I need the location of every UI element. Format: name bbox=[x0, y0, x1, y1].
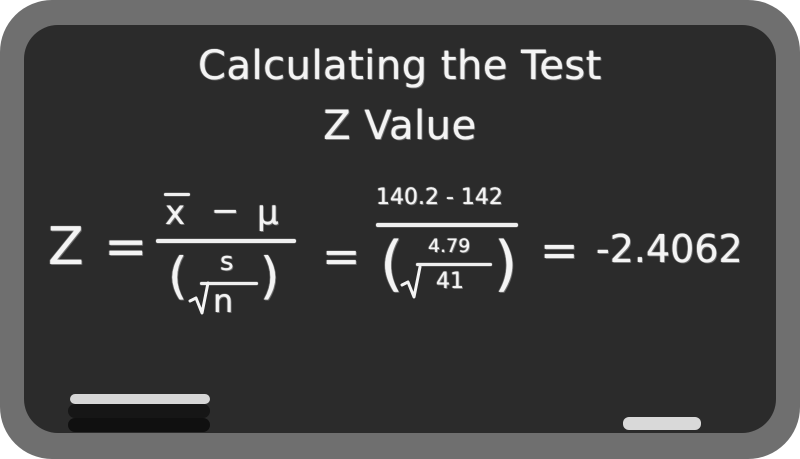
numerator-value: 140.2 - 142 bbox=[376, 185, 503, 210]
paren-open-numeric: ( bbox=[380, 229, 404, 299]
square-root-symbol bbox=[190, 281, 210, 317]
n-symbol: n bbox=[213, 282, 234, 320]
sample-size-value: 41 bbox=[436, 269, 464, 294]
paren-close-numeric: ) bbox=[494, 229, 518, 299]
fraction-bar-numeric bbox=[376, 223, 518, 227]
z-result-value: -2.4062 bbox=[596, 227, 743, 271]
z-symbol: Z bbox=[48, 217, 84, 277]
eraser-stack-bottom bbox=[68, 418, 210, 432]
chalk-stick-right bbox=[623, 417, 701, 430]
mu-symbol: μ bbox=[257, 193, 279, 233]
equals-sign-3: = bbox=[540, 223, 579, 277]
inner-fraction-bar-numeric bbox=[416, 263, 492, 266]
title-line-2: Z Value bbox=[323, 103, 477, 149]
xbar-symbol: x bbox=[165, 193, 186, 233]
equals-sign-2: = bbox=[322, 229, 361, 283]
chalk-stick-left bbox=[70, 394, 210, 404]
eraser-stack-middle bbox=[68, 404, 210, 418]
fraction-bar-symbolic bbox=[156, 239, 296, 243]
paren-open-symbolic: ( bbox=[168, 247, 188, 305]
title-line-1: Calculating the Test bbox=[198, 43, 602, 89]
minus-sign: − bbox=[211, 191, 240, 231]
paren-close-symbolic: ) bbox=[260, 247, 280, 305]
s-symbol: s bbox=[220, 247, 234, 277]
std-dev-value: 4.79 bbox=[428, 235, 471, 257]
equals-sign-1: = bbox=[104, 217, 148, 277]
square-root-symbol-numeric bbox=[402, 265, 422, 301]
chalkboard bbox=[24, 25, 776, 433]
